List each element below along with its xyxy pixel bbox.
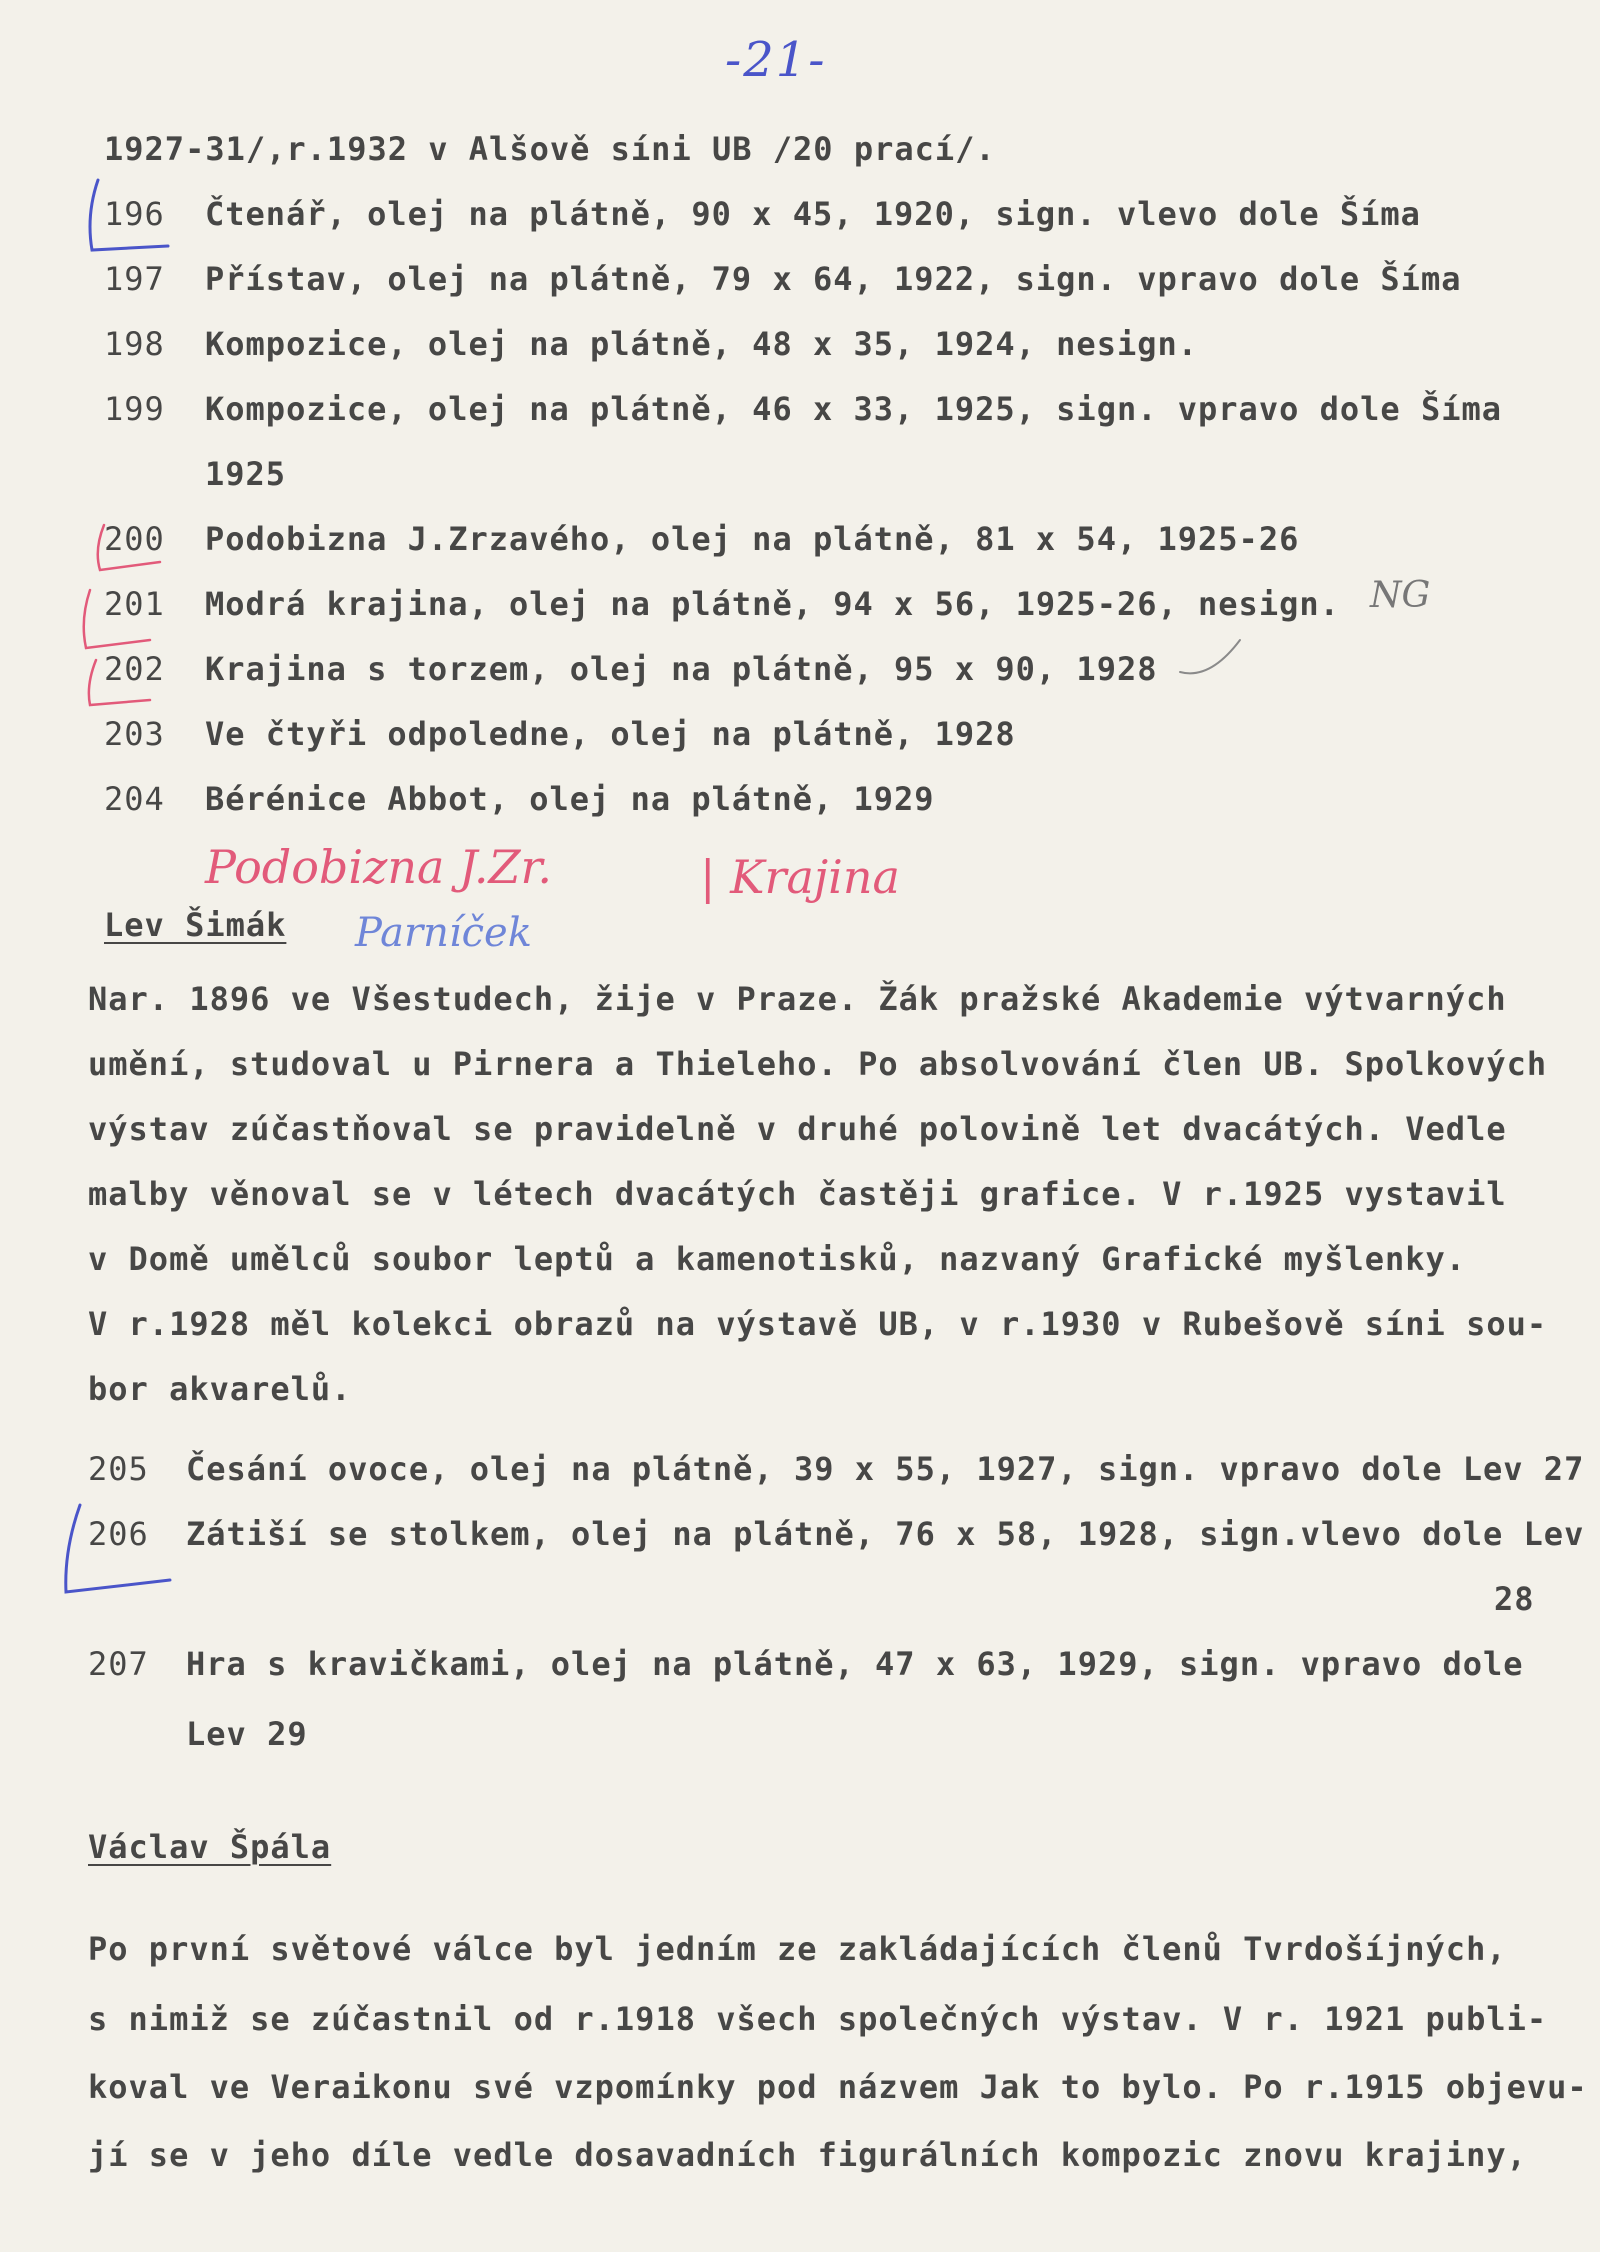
catalog-entry-continuation: 28 — [1494, 1580, 1535, 1618]
handwritten-red-note: | Krajina — [700, 850, 900, 904]
paragraph-line: Nar. 1896 ve Všestudech, žije v Praze. Žák pražské Akademie výtvarných — [88, 980, 1507, 1018]
handwritten-red-note: Podobizna J.Zr. — [205, 840, 552, 894]
catalog-entry: Kompozice, olej na plátně, 46 x 33, 1925, sign. vpravo dole Šíma — [205, 390, 1502, 428]
catalog-entry: Bérénice Abbot, olej na plátně, 1929 — [205, 780, 935, 818]
catalog-entry: Čtenář, olej na plátně, 90 x 45, 1920, sign. vlevo dole Šíma — [205, 195, 1421, 233]
handwritten-blue-note: Parníček — [355, 910, 532, 956]
catalog-number: 199 — [104, 390, 165, 428]
paragraph-line: jí se v jeho díle vedle dosavadních figurálních kompozic znovu krajiny, — [88, 2136, 1527, 2174]
paragraph-line: Po první světové válce byl jedním ze zakládajících členů Tvrdošíjných, — [88, 1930, 1507, 1968]
catalog-entry: Kompozice, olej na plátně, 48 x 35, 1924, nesign. — [205, 325, 1199, 363]
paragraph-line: umění, studoval u Pirnera a Thieleho. Po absolvování člen UB. Spolkových — [88, 1045, 1548, 1083]
catalog-number: 196 — [104, 195, 165, 233]
catalog-number: 207 — [88, 1645, 149, 1683]
gray-check-mark — [1180, 640, 1240, 673]
handwritten-ng-note: NG — [1370, 575, 1431, 616]
paragraph-line: V r.1928 měl kolekci obrazů na výstavě UB, v r.1930 v Rubešově síni sou- — [88, 1305, 1548, 1343]
catalog-entry: Krajina s torzem, olej na plátně, 95 x 90, 1928 — [205, 650, 1158, 688]
section-heading-spala: Václav Špála — [88, 1828, 332, 1866]
catalog-entry: Ve čtyři odpoledne, olej na plátně, 1928 — [205, 715, 1016, 753]
catalog-number: 201 — [104, 585, 165, 623]
section-heading-simak: Lev Šimák — [104, 906, 287, 944]
catalog-entry: Modrá krajina, olej na plátně, 94 x 56, 1925-26, nesign. — [205, 585, 1340, 623]
catalog-entry: Hra s kravičkami, olej na plátně, 47 x 63, 1929, sign. vpravo dole — [186, 1645, 1524, 1683]
catalog-entry-continuation: 1925 — [205, 455, 287, 493]
catalog-number: 206 — [88, 1515, 149, 1553]
catalog-number: 205 — [88, 1450, 149, 1488]
catalog-number: 202 — [104, 650, 165, 688]
catalog-entry: Přístav, olej na plátně, 79 x 64, 1922, sign. vpravo dole Šíma — [205, 260, 1462, 298]
catalog-number: 198 — [104, 325, 165, 363]
paragraph-line: koval ve Veraikonu své vzpomínky pod názvem Jak to bylo. Po r.1915 objevu- — [88, 2068, 1588, 2106]
catalog-entry: Zátiší se stolkem, olej na plátně, 76 x 58, 1928, sign.vlevo dole Lev — [186, 1515, 1585, 1553]
catalog-number: 200 — [104, 520, 165, 558]
catalog-entry: Česání ovoce, olej na plátně, 39 x 55, 1927, sign. vpravo dole Lev 27 — [186, 1450, 1585, 1488]
catalog-number: 197 — [104, 260, 165, 298]
paragraph-line: s nimiž se zúčastnil od r.1918 všech společných výstav. V r. 1921 publi- — [88, 2000, 1548, 2038]
paragraph-line: malby věnoval se v létech dvacátých častěji grafice. V r.1925 vystavil — [88, 1175, 1507, 1213]
page-number: -21- — [725, 32, 827, 88]
paragraph-line: bor akvarelů. — [88, 1370, 352, 1408]
catalog-number: 203 — [104, 715, 165, 753]
paragraph-line: v Domě umělců soubor leptů a kamenotisků, nazvaný Grafické myšlenky. — [88, 1240, 1467, 1278]
catalog-number: 204 — [104, 780, 165, 818]
catalog-entry-continuation: Lev 29 — [186, 1715, 308, 1753]
paragraph-line: výstav zúčastňoval se pravidelně v druhé polovině let dvacátých. Vedle — [88, 1110, 1507, 1148]
catalog-entry: Podobizna J.Zrzavého, olej na plátně, 81 x 54, 1925-26 — [205, 520, 1300, 558]
intro-line: 1927-31/,r.1932 v Alšově síni UB /20 prací/. — [104, 130, 996, 168]
